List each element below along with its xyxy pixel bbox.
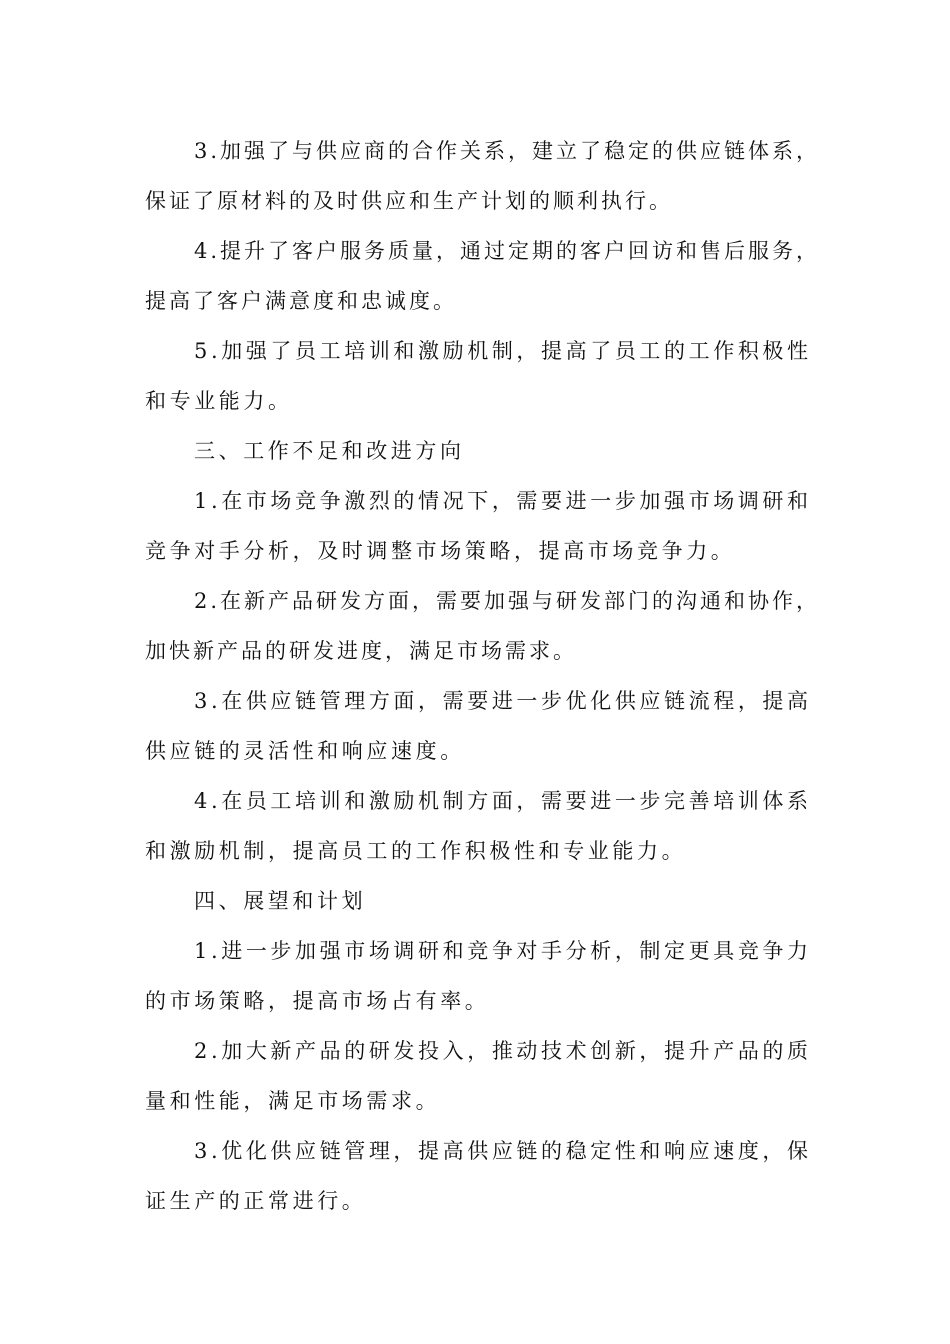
section-heading-outlook: 四、展望和计划 [194,889,367,913]
paragraph-shortcoming-2: 2.在新产品研发方面，需要加强与研发部门的沟通和协作，加快新产品的研发进度，满足市场需求。 [145,589,821,663]
paragraph-plan-2: 2.加大新产品的研发投入，推动技术创新，提升产品的质量和性能，满足市场需求。 [145,1039,812,1113]
paragraph-achievement-5: 5.加强了员工培训和激励机制，提高了员工的工作积极性和专业能力。 [145,339,812,413]
paragraph-shortcoming-1: 1.在市场竞争激烈的情况下，需要进一步加强市场调研和竞争对手分析，及时调整市场策略，提高市场竞争力。 [145,489,812,563]
paragraph-achievement-3: 3.加强了与供应商的合作关系，建立了稳定的供应链体系，保证了原材料的及时供应和生产计划的顺利执行。 [145,139,821,213]
paragraph-shortcoming-3: 3.在供应链管理方面，需要进一步优化供应链流程，提高供应链的灵活性和响应速度。 [145,689,812,763]
paragraph-achievement-4: 4.提升了客户服务质量，通过定期的客户回访和售后服务，提高了客户满意度和忠诚度。 [145,239,821,313]
paragraph-plan-3: 3.优化供应链管理，提高供应链的稳定性和响应速度，保证生产的正常进行。 [145,1139,812,1213]
paragraph-plan-1: 1.进一步加强市场调研和竞争对手分析，制定更具竞争力的市场策略，提高市场占有率。 [145,939,812,1013]
section-heading-shortcomings: 三、工作不足和改进方向 [194,439,465,463]
document-body [145,126,825,1226]
paragraph-shortcoming-4: 4.在员工培训和激励机制方面，需要进一步完善培训体系和激励机制，提高员工的工作积极性和专业能力。 [145,789,812,863]
